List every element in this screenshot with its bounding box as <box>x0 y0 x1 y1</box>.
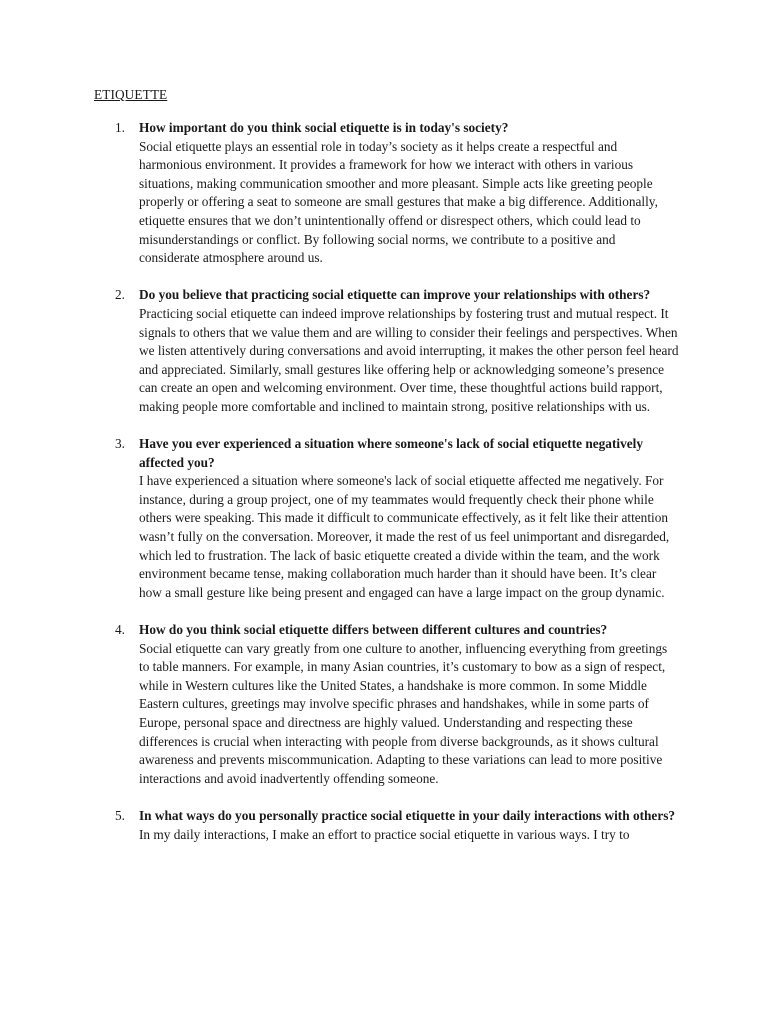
list-item <box>0 286 768 416</box>
answer-text: Social etiquette can vary greatly from one culture to another, influencing everything from greetings to table manners. For example, in many Asian countries, it’s customary to bow as a sign of respect, while in Western cultures like the United States, a handshake is more common. In some Middle Eastern cultures, greetings may involve specific phrases and handshakes, while in some parts of Europe, personal space and directness are highly valued. Understanding and respecting these differences is crucial when interacting with people from diverse backgrounds, as it shows cultural awareness and prevents miscommunication. Adapting to these variations can lead to more positive interactions and avoid inadvertently offending someone. <box>139 640 668 786</box>
question-text: In what ways do you personally practice social etiquette in your daily interactions with others? <box>139 807 676 823</box>
question-number: 2. <box>115 287 125 303</box>
question-list <box>0 119 768 863</box>
document-title: ETIQUETTE <box>94 87 168 102</box>
question-number: 1. <box>115 120 125 135</box>
question-number: 3. <box>115 436 125 452</box>
answer-text: I have experienced a situation where someone's lack of social etiquette affected me negatively. For instance, during a group project, one of my teammates would frequently check their phone while others were speaking. This made it difficult to communicate effectively, as it felt like their attention wasn’t fully on the conversation. Moreover, it made the rest of us feel unimportant and disregarded, which led to frustration. The lack of basic etiquette created a divide within the team, and the work environment became tense, making collaboration much harder than it should have been. It’s clear how a small gesture like being present and engaged can have a large impact on the group dynamic. <box>139 473 670 600</box>
list-item <box>0 435 768 602</box>
list-item <box>0 119 768 268</box>
question-body <box>139 119 679 268</box>
question-body <box>139 807 679 844</box>
question-text: Have you ever experienced a situation where someone's lack of social etiquette negatively affected you? <box>139 436 643 470</box>
list-item <box>0 621 768 788</box>
answer-text: In my daily interactions, I make an effort to practice social etiquette in various ways. I try to <box>139 826 630 842</box>
question-text: How do you think social etiquette differs between different cultures and countries? <box>139 622 608 638</box>
question-body <box>139 435 679 602</box>
question-number: 5. <box>115 807 125 823</box>
question-body <box>139 621 679 788</box>
answer-text: Social etiquette plays an essential role in today’s society as it helps create a respectful and harmonious environment. It provides a framework for how we interact with others in various situations, making communication smoother and more pleasant. Simple acts like greeting people properly or offering a seat to someone are small gestures that make a big difference. Additionally, etiquette ensures that we don’t unintentionally offend or disrespect others, which could lead to misunderstandings or conflict. By following social norms, we contribute to a positive and considerate atmosphere around us. <box>139 138 658 266</box>
question-number: 4. <box>115 622 125 638</box>
question-body <box>139 286 679 416</box>
list-item <box>0 807 768 844</box>
answer-text: Practicing social etiquette can indeed improve relationships by fostering trust and mutual respect. It signals to others that we value them and are willing to consider their feelings and perspectives. When we listen attentively during conversations and avoid interrupting, it makes the other person feel heard and appreciated. Similarly, small gestures like offering help or acknowledging someone’s presence can create an open and welcoming environment. Over time, these thoughtful actions build rapport, making people more comfortable and inclined to maintain strong, positive relationships with us. <box>139 305 679 414</box>
question-text: How important do you think social etiquette is in today's society? <box>139 120 509 135</box>
question-text: Do you believe that practicing social etiquette can improve your relationships with others? <box>139 287 651 303</box>
